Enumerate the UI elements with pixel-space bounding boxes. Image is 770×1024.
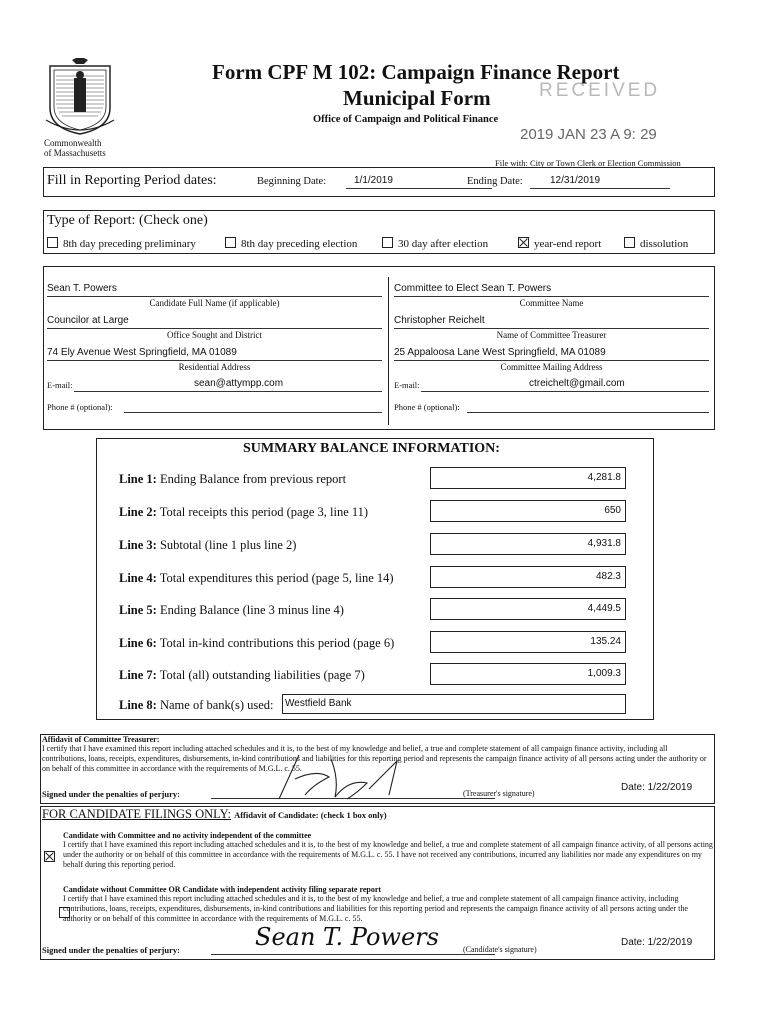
ending-date-underline [530, 188, 670, 189]
option-label: 30 day after election [398, 238, 489, 250]
candidate-office-value[interactable]: Councilor at Large [47, 315, 129, 326]
line-text: Total expenditures this period (page 5, line 14) [159, 571, 394, 585]
affidavit-signed-label: Signed under the penalties of perjury: [42, 789, 180, 799]
office-name: Office of Campaign and Political Finance [313, 114, 499, 125]
treasurer-name-line [394, 328, 709, 329]
report-type-option-election[interactable] [225, 237, 357, 250]
line-number: Line 6: [119, 636, 157, 650]
ending-date-label: Ending Date: [467, 176, 523, 187]
summary-line-6 [119, 636, 394, 651]
summary-value-1[interactable]: 4,281.8 [430, 467, 626, 489]
candidate-committee-box [43, 266, 715, 430]
summary-value-2[interactable]: 650 [430, 500, 626, 522]
line-text: Total in-kind contributions this period (page 6) [159, 636, 395, 650]
candidate-email-label: E-mail: [47, 380, 73, 390]
treasurer-signature-caption: (Treasurer's signature) [463, 789, 535, 798]
candidate-signed-label: Signed under the penalties of perjury: [42, 945, 180, 955]
candidate-filings-heading: FOR CANDIDATE FILINGS ONLY: [42, 807, 231, 821]
committee-name-value[interactable]: Committee to Elect Sean T. Powers [394, 283, 552, 294]
summary-line-1 [119, 472, 346, 487]
bank-name-field[interactable]: Westfield Bank [282, 694, 626, 714]
candidate-filings-title [42, 807, 387, 822]
committee-phone-label: Phone # (optional): [394, 402, 460, 412]
option-label: 8th day preceding preliminary [63, 238, 196, 250]
massachusetts-seal-icon [44, 58, 116, 136]
committee-address-value[interactable]: 25 Appaloosa Lane West Springfield, MA 01089 [394, 347, 606, 358]
candidate-address-caption: Residential Address [178, 362, 251, 372]
reporting-period-box [43, 167, 715, 197]
summary-value-6[interactable]: 135.24 [430, 631, 626, 653]
checkbox-30day[interactable] [382, 237, 393, 248]
received-date-stamp: 2019 JAN 23 A 9: 29 [520, 126, 657, 143]
line-text: Total receipts this period (page 3, line 11) [159, 505, 369, 519]
line-number: Line 7: [119, 668, 157, 682]
candidate-signature-caption: (Candidate's signature) [463, 945, 537, 954]
candidate-email-value[interactable]: sean@attympp.com [194, 378, 284, 389]
beginning-date-label: Beginning Date: [257, 176, 327, 187]
committee-phone-line[interactable] [467, 412, 709, 413]
committee-email-label: E-mail: [394, 380, 420, 390]
line-number: Line 3: [119, 538, 157, 552]
line-text: Total (all) outstanding liabilities (page 7) [159, 668, 365, 682]
committee-email-line [421, 391, 709, 392]
treasurer-affidavit-box [40, 734, 715, 804]
report-type-box [43, 210, 715, 254]
beginning-date-underline [346, 188, 492, 189]
seal-caption [44, 138, 106, 158]
form-subtitle: Municipal Form [343, 86, 491, 110]
checkbox-candidate-with-committee[interactable] [44, 851, 55, 862]
affidavit-text: I certify that I have examined this report including attached schedules and it is, to the best of my knowledge and belief, a true and complete statement of all campaign finance activity, including all contributions, loans, receipts, expenditures, disbursements, in-kind contributions and liabilities for this reporting period and represents the campaign finance activity of all persons acting under the authority or on behalf of this committee in accordance with the requirements of M.G.L. c. 55. [42, 744, 707, 773]
option2-text: I certify that I have examined this report including attached schedules and it is, to the best of my knowledge and belief, a true and complete statement of all campaign finance activity, including contributions, loans, receipts, expenditures, disbursements, in-kind contributions and liabilities for this reporting period and represents the campaign finance activity of all persons acting under the authority or on behalf of this committee in accordance with the requirements of M.G.L. c. 55. [63, 894, 688, 923]
line-text: Name of bank(s) used: [159, 698, 274, 712]
summary-line-7 [119, 668, 365, 683]
line-number: Line 2: [119, 505, 157, 519]
summary-line-4 [119, 571, 394, 586]
candidate-name-value[interactable]: Sean T. Powers [47, 283, 117, 294]
committee-email-value[interactable]: ctreichelt@gmail.com [529, 378, 625, 389]
committee-name-line [394, 296, 709, 297]
line-number: Line 1: [119, 472, 157, 486]
line-text: Subtotal (line 1 plus line 2) [159, 538, 297, 552]
summary-value-3[interactable]: 4,931.8 [430, 533, 626, 555]
option-label: year-end report [534, 238, 602, 250]
report-type-label: Type of Report: (Check one) [47, 213, 208, 228]
candidate-sign-date[interactable]: Date: 1/22/2019 [621, 937, 693, 948]
summary-value-5[interactable]: 4,449.5 [430, 598, 626, 620]
treasurer-signature-scribble [269, 749, 409, 805]
line-number: Line 5: [119, 603, 157, 617]
period-label: Fill in Reporting Period dates: [47, 173, 217, 188]
candidate-signature: Sean T. Powers [255, 923, 439, 951]
checkbox-preliminary[interactable] [47, 237, 58, 248]
summary-title: SUMMARY BALANCE INFORMATION: [243, 441, 500, 456]
candidate-phone-line[interactable] [124, 412, 382, 413]
line-number: Line 8: [119, 698, 157, 712]
candidate-filings-box [40, 806, 715, 960]
summary-line-3 [119, 538, 296, 553]
report-type-option-30day[interactable] [382, 237, 488, 250]
candidate-signature-line[interactable] [211, 954, 495, 955]
report-type-option-year-end[interactable] [518, 237, 601, 250]
option-label: dissolution [640, 238, 689, 250]
candidate-filings-subtitle: Affidavit of Candidate: (check 1 box only) [234, 810, 387, 820]
option1-text: I certify that I have examined this report including attached schedules and it is, to the best of my knowledge and belief, a true and complete statement of all campaign finance activity, of all persons acting under the authority or on behalf of this committee in accordance with the requirements of M.G.L. c. 55. I have not received any contributions, incurred any liabilities nor made any expenditures on my behalf during this reporting period. [63, 840, 713, 869]
seal-caption-line2: of Massachusetts [44, 148, 106, 158]
committee-name-caption: Committee Name [519, 298, 584, 308]
treasurer-sign-date[interactable]: Date: 1/22/2019 [621, 782, 693, 793]
checkbox-dissolution[interactable] [624, 237, 635, 248]
committee-address-line [394, 360, 709, 361]
summary-line-2 [119, 505, 368, 520]
line-text: Ending Balance from previous report [159, 472, 347, 486]
affidavit-title: Affidavit of Committee Treasurer: [42, 735, 160, 744]
checkbox-election[interactable] [225, 237, 236, 248]
line-text: Ending Balance (line 3 minus line 4) [159, 603, 344, 617]
summary-value-4[interactable]: 482.3 [430, 566, 626, 588]
option2-title: Candidate without Committee OR Candidate with independent activity filing separate report [63, 885, 382, 894]
ending-date-value[interactable]: 12/31/2019 [550, 175, 601, 186]
checkbox-year-end[interactable] [518, 237, 529, 248]
treasurer-name-value[interactable]: Christopher Reichelt [394, 315, 485, 326]
candidate-phone-label: Phone # (optional): [47, 402, 113, 412]
report-type-option-preliminary[interactable] [47, 237, 196, 250]
seal-caption-line1: Commonwealth [44, 138, 102, 148]
beginning-date-value[interactable]: 1/1/2019 [354, 175, 393, 186]
received-stamp: RECEIVED [539, 80, 661, 101]
state-seal [44, 58, 116, 136]
line-number: Line 4: [119, 571, 157, 585]
summary-line-5 [119, 603, 344, 618]
candidate-email-line [74, 391, 382, 392]
candidate-address-line [47, 360, 382, 361]
file-with-note: File with: City or Town Clerk or Election Commission [495, 158, 681, 168]
summary-line-8 [119, 698, 274, 713]
summary-value-7[interactable]: 1,009.3 [430, 663, 626, 685]
candidate-address-value[interactable]: 74 Ely Avenue West Springfield, MA 01089 [47, 347, 237, 358]
treasurer-name-caption: Name of Committee Treasurer [496, 330, 607, 340]
candidate-office-line [47, 328, 382, 329]
column-divider [388, 277, 389, 425]
candidate-name-line [47, 296, 382, 297]
option-label: 8th day preceding election [241, 238, 358, 250]
form-title: Form CPF M 102: Campaign Finance Report [212, 60, 620, 84]
option1-title: Candidate with Committee and no activity independent of the committee [63, 831, 312, 840]
candidate-name-caption: Candidate Full Name (if applicable) [149, 298, 280, 308]
candidate-office-caption: Office Sought and District [166, 330, 263, 340]
committee-address-caption: Committee Mailing Address [500, 362, 603, 372]
report-type-option-dissolution[interactable] [624, 237, 688, 250]
